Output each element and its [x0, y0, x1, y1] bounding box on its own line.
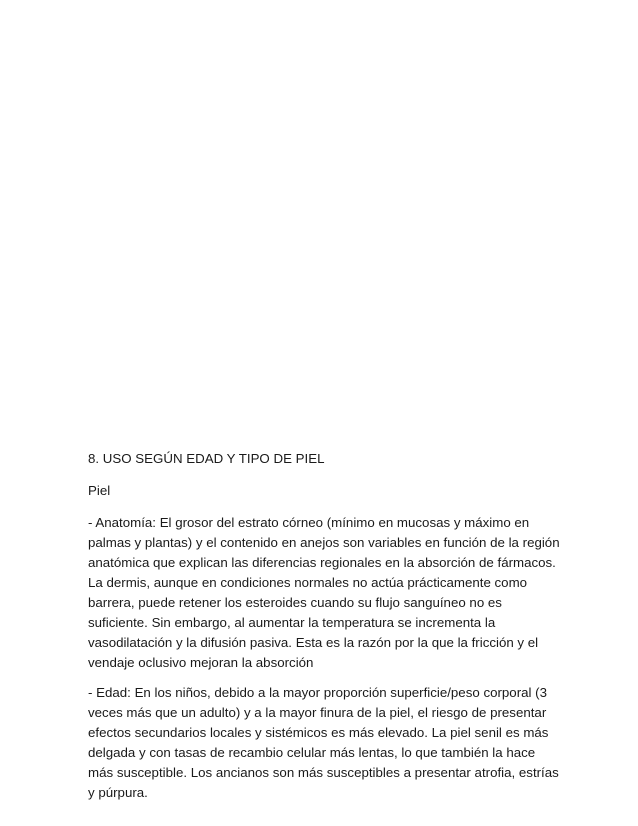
section-title: 8. USO SEGÚN EDAD Y TIPO DE PIEL [88, 451, 325, 466]
subsection-title: Piel [88, 483, 111, 498]
document-body [88, 449, 560, 813]
paragraph-edad: - Edad: En los niños, debido a la mayor proporción superficie/peso corporal (3 veces más que un adulto) y a la mayor finura de la piel, el riesgo de presentar efectos secundarios locales y sistémicos es más elevado. La piel senil es más delgada y con tasas de recambio celular más lentas, lo que también la hace más susceptible. Los ancianos son más susceptibles a presentar atrofia, estrías y púrpura. [88, 685, 559, 800]
paragraph-anatomia: - Anatomía: El grosor del estrato córneo (mínimo en mucosas y máximo en palmas y plantas) y el contenido en anejos son variables en función de la región anatómica que explican las diferencias regionales en la absorción de fármacos. La dermis, aunque en condiciones normales no actúa prácticamente como barrera, puede retener los esteroides cuando su flujo sanguíneo no es suficiente. Sin embargo, al aumentar la temperatura se incrementa la vasodilatación y la difusión pasiva. Esta es la razón por la que la fricción y el vendaje oclusivo mejoran la absorción [88, 515, 560, 670]
